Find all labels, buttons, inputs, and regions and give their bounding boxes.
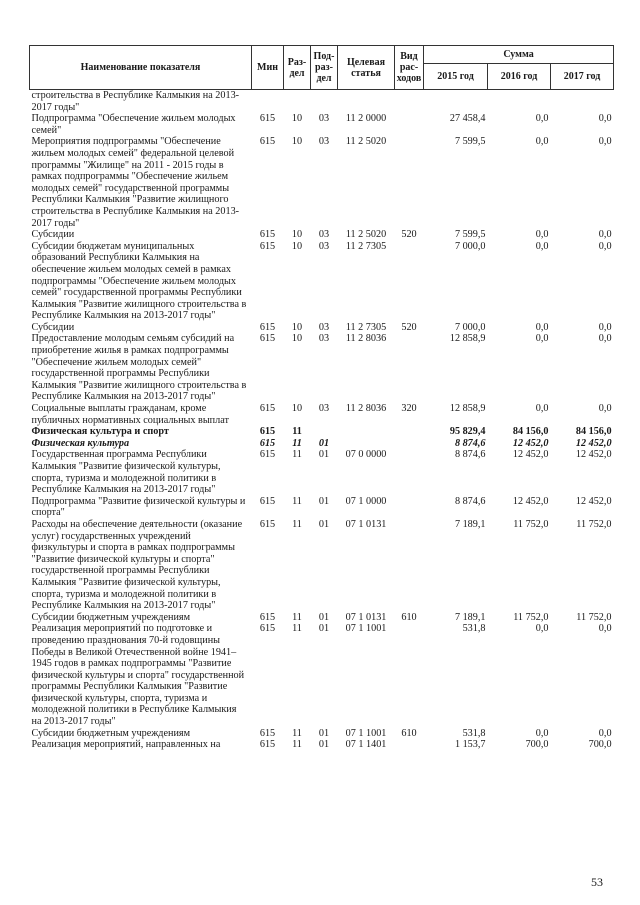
row-name: Субсидии бюджетам муниципальных образований Республики Калмыкия на обеспечение жильем молодых семей в рамках подпрограммы "Обеспечение жильем молодых семей" государственной программы Республики Калмыкия "Развитие жилищного строительства в Республике Калмыкия на 2013-2017 годы" (31, 240, 247, 322)
row-razdel: 11 (292, 437, 302, 449)
row-razdel: 11 (292, 495, 302, 507)
row-sum-2016: 12 452,0 (512, 495, 549, 507)
row-sum-2017: 11 752,0 (576, 611, 612, 623)
row-podrazdel: 03 (318, 333, 330, 345)
row-statya: 07 1 0131 (345, 518, 387, 530)
row-statya: 11 2 8036 (345, 403, 387, 415)
row-vid: 520 (401, 229, 417, 241)
row-razdel: 11 (292, 611, 302, 623)
row-statya: 07 1 0131 (345, 611, 387, 623)
row-sum-2016: 0,0 (535, 623, 549, 635)
row-razdel: 10 (291, 240, 303, 252)
row-min: 615 (259, 611, 276, 623)
row-sum-2017: 0,0 (598, 240, 612, 252)
row-statya: 11 2 7305 (345, 240, 387, 252)
row-vid (395, 519, 424, 612)
row-statya: 11 2 7305 (345, 321, 387, 333)
row-razdel (284, 90, 311, 114)
row-min: 615 (259, 321, 276, 333)
table-row (30, 612, 614, 624)
row-sum-2016 (488, 90, 551, 114)
budget-table (29, 45, 614, 751)
row-min: 615 (259, 333, 276, 345)
row-vid (395, 623, 424, 727)
row-sum-2015: 8 874,6 (454, 495, 486, 507)
row-min: 615 (259, 426, 276, 438)
row-statya (338, 426, 395, 438)
row-sum-2015: 12 858,9 (449, 333, 486, 345)
row-sum-2017 (551, 90, 614, 114)
table-row (30, 449, 614, 495)
row-razdel: 10 (291, 403, 303, 415)
col-header-razdel: Раз-дел (284, 46, 311, 90)
row-vid: 610 (401, 611, 417, 623)
table-row (30, 90, 614, 114)
row-sum-2016: 0,0 (535, 321, 549, 333)
row-name: строительства в Республике Калмыкия на 2013-2017 годы" (31, 90, 240, 113)
row-vid (395, 426, 424, 438)
row-sum-2016: 84 156,0 (512, 426, 549, 438)
row-name: Субсидии (31, 321, 75, 333)
row-name: Мероприятия подпрограммы "Обеспечение жильем молодых семей" федеральной целевой программы "Жилище" на 2011 - 2015 годы в рамках подпрограммы "Обеспечение жильем молодых семей" государственной программы Республики Калмыкия "Развитие жилищного строительства в Республике Калмыкия на 2013-2017 годы" (31, 136, 240, 229)
row-min: 615 (259, 403, 276, 415)
row-statya: 11 2 0000 (345, 113, 387, 125)
row-statya (338, 90, 395, 114)
row-sum-2017: 0,0 (598, 333, 612, 345)
row-vid (395, 241, 424, 322)
row-sum-2017: 0,0 (598, 623, 612, 635)
row-statya: 07 1 0000 (345, 495, 387, 507)
table-row (30, 496, 614, 519)
row-min: 615 (259, 739, 276, 751)
row-name: Предоставление молодым семьям субсидий на приобретение жилья в рамках подпрограммы "Обеспечение жильем молодых семей" государственной программы Республики Калмыкия "Развитие жилищного строительства в Республике Калмыкия на 2013-2017 годы" (31, 333, 247, 403)
row-sum-2016: 12 452,0 (512, 437, 549, 449)
row-name: Подпрограмма "Обеспечение жильем молодых семей" (31, 113, 236, 136)
row-name: Государственная программа Республики Калмыкия "Развитие физической культуры, спорта, туризма и молодежной политики в Республике Калмыкия на 2013-2017 годы" (31, 449, 221, 496)
row-razdel: 11 (292, 727, 302, 739)
row-sum-2015: 95 829,4 (449, 426, 486, 438)
row-podrazdel: 01 (318, 518, 330, 530)
col-header-statya: Целевая статья (338, 46, 395, 90)
row-razdel: 10 (291, 321, 303, 333)
row-sum-2017: 11 752,0 (576, 518, 612, 530)
row-name: Субсидии (31, 229, 75, 241)
row-sum-2017: 0,0 (598, 403, 612, 415)
row-sum-2015: 1 153,7 (454, 739, 486, 751)
row-sum-2017: 0,0 (598, 113, 612, 125)
row-sum-2015: 7 189,1 (454, 518, 486, 530)
row-sum-2016: 0,0 (535, 403, 549, 415)
row-sum-2015: 7 000,0 (454, 321, 486, 333)
col-header-2016: 2016 год (488, 64, 551, 90)
row-vid: 520 (401, 321, 417, 333)
col-header-summa: Сумма (424, 46, 614, 64)
col-header-vid: Вид рас-ходов (395, 46, 424, 90)
row-sum-2016: 0,0 (535, 229, 549, 241)
table-row (30, 739, 614, 751)
table-row (30, 241, 614, 322)
row-sum-2015: 531,8 (462, 623, 486, 635)
row-sum-2015: 8 874,6 (454, 449, 486, 461)
row-min: 615 (259, 240, 276, 252)
row-sum-2017: 84 156,0 (575, 426, 612, 438)
row-sum-2015: 7 189,1 (454, 611, 486, 623)
row-podrazdel: 03 (318, 403, 330, 415)
row-razdel: 10 (291, 136, 303, 148)
table-row (30, 333, 614, 403)
row-sum-2016: 11 752,0 (513, 611, 549, 623)
table-row (30, 623, 614, 727)
row-min (252, 90, 284, 114)
row-sum-2015 (424, 90, 488, 114)
row-razdel: 11 (292, 426, 302, 438)
row-razdel: 11 (292, 449, 302, 461)
row-sum-2016: 0,0 (535, 333, 549, 345)
row-sum-2015: 27 458,4 (449, 113, 486, 125)
row-sum-2015: 7 599,5 (454, 229, 486, 241)
table-row (30, 229, 614, 241)
row-min: 615 (259, 136, 276, 148)
row-vid (395, 449, 424, 495)
row-name: Физическая культура (31, 437, 130, 449)
row-vid (395, 496, 424, 519)
row-sum-2016: 700,0 (525, 739, 549, 751)
row-sum-2017: 0,0 (598, 321, 612, 333)
row-sum-2016: 12 452,0 (512, 449, 549, 461)
row-vid (395, 136, 424, 229)
col-header-min: Мин (252, 46, 284, 90)
table-body (30, 90, 614, 751)
row-sum-2016: 0,0 (535, 727, 549, 739)
row-name: Физическая культура и спорт (31, 426, 169, 438)
row-sum-2016: 0,0 (535, 136, 549, 148)
row-vid (395, 438, 424, 450)
row-razdel: 11 (292, 518, 302, 530)
row-podrazdel: 01 (318, 611, 330, 623)
row-statya: 11 2 5020 (345, 229, 387, 241)
row-sum-2015: 8 874,6 (454, 437, 486, 449)
row-podrazdel: 01 (318, 437, 330, 449)
row-sum-2017: 0,0 (598, 136, 612, 148)
table-row (30, 728, 614, 740)
row-name: Подпрограмма "Развитие физической культуры и спорта" (31, 495, 246, 519)
row-statya: 07 1 1001 (345, 623, 387, 635)
row-sum-2017: 700,0 (588, 739, 612, 751)
table-row (30, 322, 614, 334)
row-podrazdel: 01 (318, 495, 330, 507)
row-podrazdel: 03 (318, 321, 330, 333)
row-statya: 11 2 8036 (345, 333, 387, 345)
row-sum-2017: 0,0 (598, 727, 612, 739)
row-statya: 07 1 1001 (345, 727, 387, 739)
col-header-podrazdel: Под-раз-дел (311, 46, 338, 90)
table-row (30, 403, 614, 426)
row-sum-2017: 12 452,0 (575, 495, 612, 507)
row-sum-2016: 0,0 (535, 240, 549, 252)
row-sum-2016: 11 752,0 (513, 518, 549, 530)
row-min: 615 (259, 437, 276, 449)
row-podrazdel: 03 (318, 229, 330, 241)
row-vid (395, 113, 424, 136)
row-sum-2017: 12 452,0 (575, 437, 612, 449)
row-podrazdel (311, 90, 338, 114)
row-min: 615 (259, 113, 276, 125)
row-min: 615 (259, 727, 276, 739)
row-sum-2015: 531,8 (462, 727, 486, 739)
row-razdel: 10 (291, 333, 303, 345)
row-sum-2016: 0,0 (535, 113, 549, 125)
row-min: 615 (259, 495, 276, 507)
row-min: 615 (259, 518, 276, 530)
table-row (30, 519, 614, 612)
row-podrazdel: 01 (318, 739, 330, 751)
row-razdel: 10 (291, 113, 303, 125)
row-sum-2015: 7 599,5 (454, 136, 486, 148)
row-razdel: 10 (291, 229, 303, 241)
row-name: Субсидии бюджетным учреждениям (31, 611, 191, 623)
row-min: 615 (259, 229, 276, 241)
row-name: Реализация мероприятий, направленных на (31, 739, 221, 751)
row-min: 615 (259, 623, 276, 635)
row-statya: 07 1 1401 (345, 739, 387, 751)
row-podrazdel: 01 (318, 623, 330, 635)
col-header-name: Наименование показателя (30, 46, 252, 90)
row-razdel: 11 (292, 739, 302, 751)
row-sum-2017: 12 452,0 (575, 449, 612, 461)
row-name: Субсидии бюджетным учреждениям (31, 727, 191, 739)
row-podrazdel: 03 (318, 240, 330, 252)
document-page (29, 45, 613, 751)
row-statya: 11 2 5020 (345, 136, 387, 148)
row-podrazdel: 03 (318, 113, 330, 125)
row-statya: 07 0 0000 (345, 449, 387, 461)
row-sum-2015: 12 858,9 (449, 403, 486, 415)
row-name: Социальные выплаты гражданам, кроме публичных нормативных социальных выплат (31, 403, 229, 426)
row-name: Расходы на обеспечение деятельности (оказание услуг) государственных учреждений физкультуры и спорта в рамках подпрограммы "Развитие физической культуры и спорта" государственной программы Республики Калмыкия "Развитие физической культуры, спорта, туризма и молодежной политики в Республике Калмыкия на 2013-2017 годы" (31, 518, 243, 612)
page-number: 53 (591, 875, 603, 889)
col-header-2015: 2015 год (424, 64, 488, 90)
row-vid (395, 739, 424, 751)
row-podrazdel (311, 426, 338, 438)
row-name: Реализация мероприятий по подготовке и проведению празднования 70-й годовщины Победы в Великой Отечественной войне 1941–1945 годов в рамках подпрограммы "Развитие физической культуры и спорта" государственной программы Республики Калмыкия "Развитие физической культуры, спорта, туризма и молодежной политики в Республике Калмыкия на 2013-2017 годы" (31, 623, 245, 728)
row-razdel: 11 (292, 623, 302, 635)
row-podrazdel: 01 (318, 449, 330, 461)
row-statya (338, 438, 395, 450)
row-vid (395, 333, 424, 403)
row-vid (395, 90, 424, 114)
row-sum-2017: 0,0 (598, 229, 612, 241)
table-row (30, 136, 614, 229)
row-vid: 610 (401, 727, 417, 739)
table-row (30, 438, 614, 450)
table-row (30, 426, 614, 438)
row-vid: 320 (401, 403, 417, 415)
table-row (30, 113, 614, 136)
row-podrazdel: 01 (318, 727, 330, 739)
row-min: 615 (259, 449, 276, 461)
row-podrazdel: 03 (318, 136, 330, 148)
col-header-2017: 2017 год (551, 64, 614, 90)
row-sum-2015: 7 000,0 (454, 240, 486, 252)
